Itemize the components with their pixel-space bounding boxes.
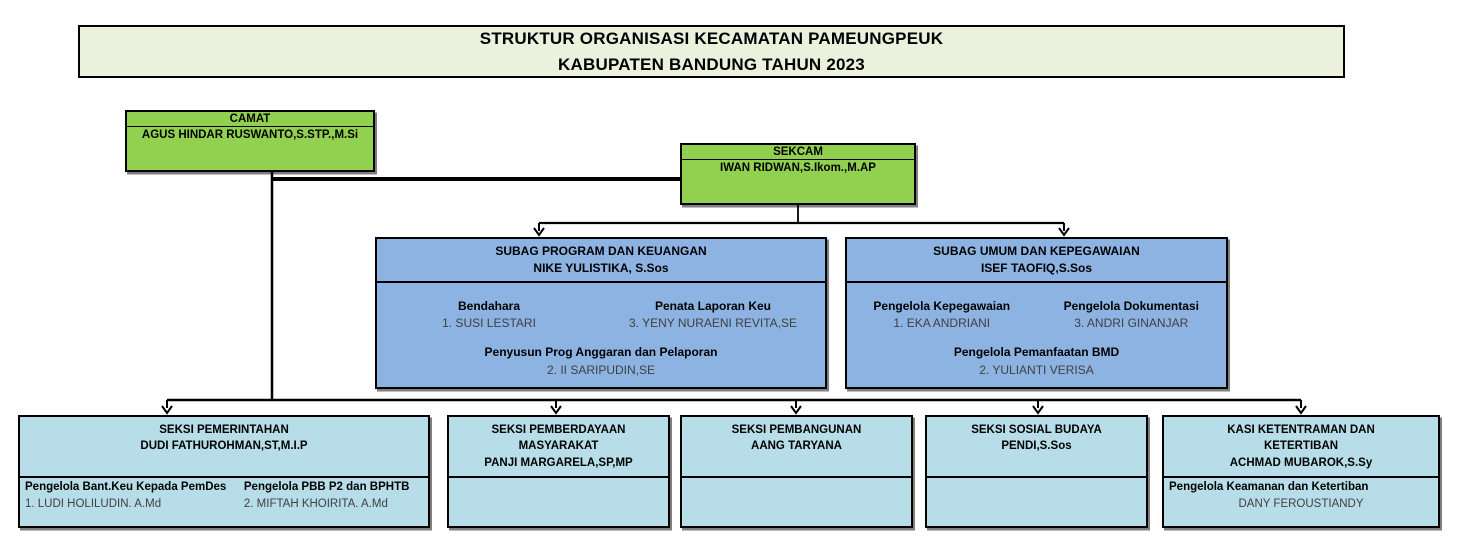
seksi-pemerintahan-head: DUDI FATHUROHMAN,ST,M.I.P xyxy=(140,440,308,453)
seksi-pemerintahan-header xyxy=(20,417,428,478)
kasi-ketentraman-staff xyxy=(1164,478,1438,512)
node-seksi-pemberdayaan xyxy=(447,415,670,528)
node-subag-umum xyxy=(845,237,1228,389)
sekcam-name: IWAN RIDWAN,S.Ikom.,M.AP xyxy=(720,162,876,174)
node-subag-program xyxy=(375,237,827,389)
seksi-pemerintahan-staff xyxy=(20,478,428,512)
kasi-ketentraman-title: KASI KETENTRAMAN DAN KETERTIBAN xyxy=(1227,424,1375,453)
seksi-pembangunan-header xyxy=(682,417,911,478)
node-camat xyxy=(125,110,375,172)
staff-role: Bendahara xyxy=(457,299,521,313)
seksi-sosial-staff xyxy=(927,478,1146,480)
staff-name: 2. YULIANTI VERISA xyxy=(979,362,1094,377)
kasi-ketentraman-head: ACHMAD MUBAROK,S.Sy xyxy=(1229,456,1373,469)
camat-name: AGUS HINDAR RUSWANTO,S.STP.,M.Si xyxy=(141,129,359,141)
subag-umum-title: SUBAG UMUM DAN KEPEGAWAIAN xyxy=(933,244,1140,258)
seksi-pembangunan-staff xyxy=(682,478,911,480)
staff-role: Pengelola Keamanan dan Ketertiban xyxy=(1169,481,1369,493)
seksi-pembangunan-title: SEKSI PEMBANGUNAN xyxy=(731,424,862,436)
subag-program-header xyxy=(377,239,825,283)
subag-program-staff xyxy=(377,283,825,378)
staff-name: 1. LUDI HOLILUDIN. A.Md xyxy=(25,497,162,510)
kasi-ketentraman-header xyxy=(1164,417,1438,478)
staff-role: Pengelola Dokumentasi xyxy=(1063,299,1199,313)
seksi-sosial-title: SEKSI SOSIAL BUDAYA xyxy=(971,424,1102,436)
seksi-pemberdayaan-staff xyxy=(449,478,668,480)
sekcam-title: SEKCAM xyxy=(682,145,914,160)
staff-name: 1. EKA ANDRIANI xyxy=(893,316,991,331)
staff-name: 3. YENY NURAENI REVITA,SE xyxy=(628,316,798,331)
node-seksi-pemerintahan xyxy=(18,415,430,528)
staff-name: 2. MIFTAH KHOIRITA. A.Md xyxy=(243,497,388,510)
chart-title-line1: STRUKTUR ORGANISASI KECAMATAN PAMEUNGPEUK xyxy=(479,29,944,48)
seksi-sosial-head: PENDI,S.Sos xyxy=(1001,440,1072,453)
staff-role: Pengelola Pemanfaatan BMD xyxy=(953,345,1120,360)
staff-name: 1. SUSI LESTARI xyxy=(442,316,536,331)
staff-name: DANY FEROUSTIANDY xyxy=(1238,497,1364,510)
staff-role: Pengelola Bant.Keu Kepada PemDes xyxy=(25,481,227,493)
subag-umum-header xyxy=(847,239,1226,283)
staff-role: Penata Laporan Keu xyxy=(654,299,772,313)
staff-name: 3. ANDRI GINANJAR xyxy=(1074,316,1189,331)
seksi-pemberdayaan-head: PANJI MARGARELA,SP,MP xyxy=(484,456,633,469)
seksi-pemberdayaan-title: SEKSI PEMBERDAYAAN MASYARAKAT xyxy=(491,424,626,453)
node-seksi-pembangunan xyxy=(680,415,913,528)
subag-umum-head: ISEF TAOFIQ,S.Sos xyxy=(980,261,1093,276)
node-sekcam xyxy=(680,143,916,205)
node-seksi-sosial-budaya xyxy=(925,415,1148,528)
chart-title-banner xyxy=(78,25,1345,78)
camat-title: CAMAT xyxy=(127,112,373,127)
staff-role: Penyusun Prog Anggaran dan Pelaporan xyxy=(484,345,718,360)
seksi-pembangunan-head: AANG TARYANA xyxy=(751,440,842,453)
subag-program-title: SUBAG PROGRAM DAN KEUANGAN xyxy=(495,244,707,258)
node-kasi-ketentraman xyxy=(1162,415,1440,528)
seksi-pemberdayaan-header xyxy=(449,417,668,478)
subag-umum-staff xyxy=(847,283,1226,378)
subag-program-head: NIKE YULISTIKA, S.Sos xyxy=(533,261,669,276)
staff-role: Pengelola Kepegawaian xyxy=(873,299,1011,313)
staff-name: 2. II SARIPUDIN,SE xyxy=(546,362,656,377)
seksi-sosial-header xyxy=(927,417,1146,478)
staff-role: Pengelola PBB P2 dan BPHTB xyxy=(243,481,410,493)
seksi-pemerintahan-title: SEKSI PEMERINTAHAN xyxy=(159,424,289,436)
chart-title-line2: KABUPATEN BANDUNG TAHUN 2023 xyxy=(558,54,865,74)
